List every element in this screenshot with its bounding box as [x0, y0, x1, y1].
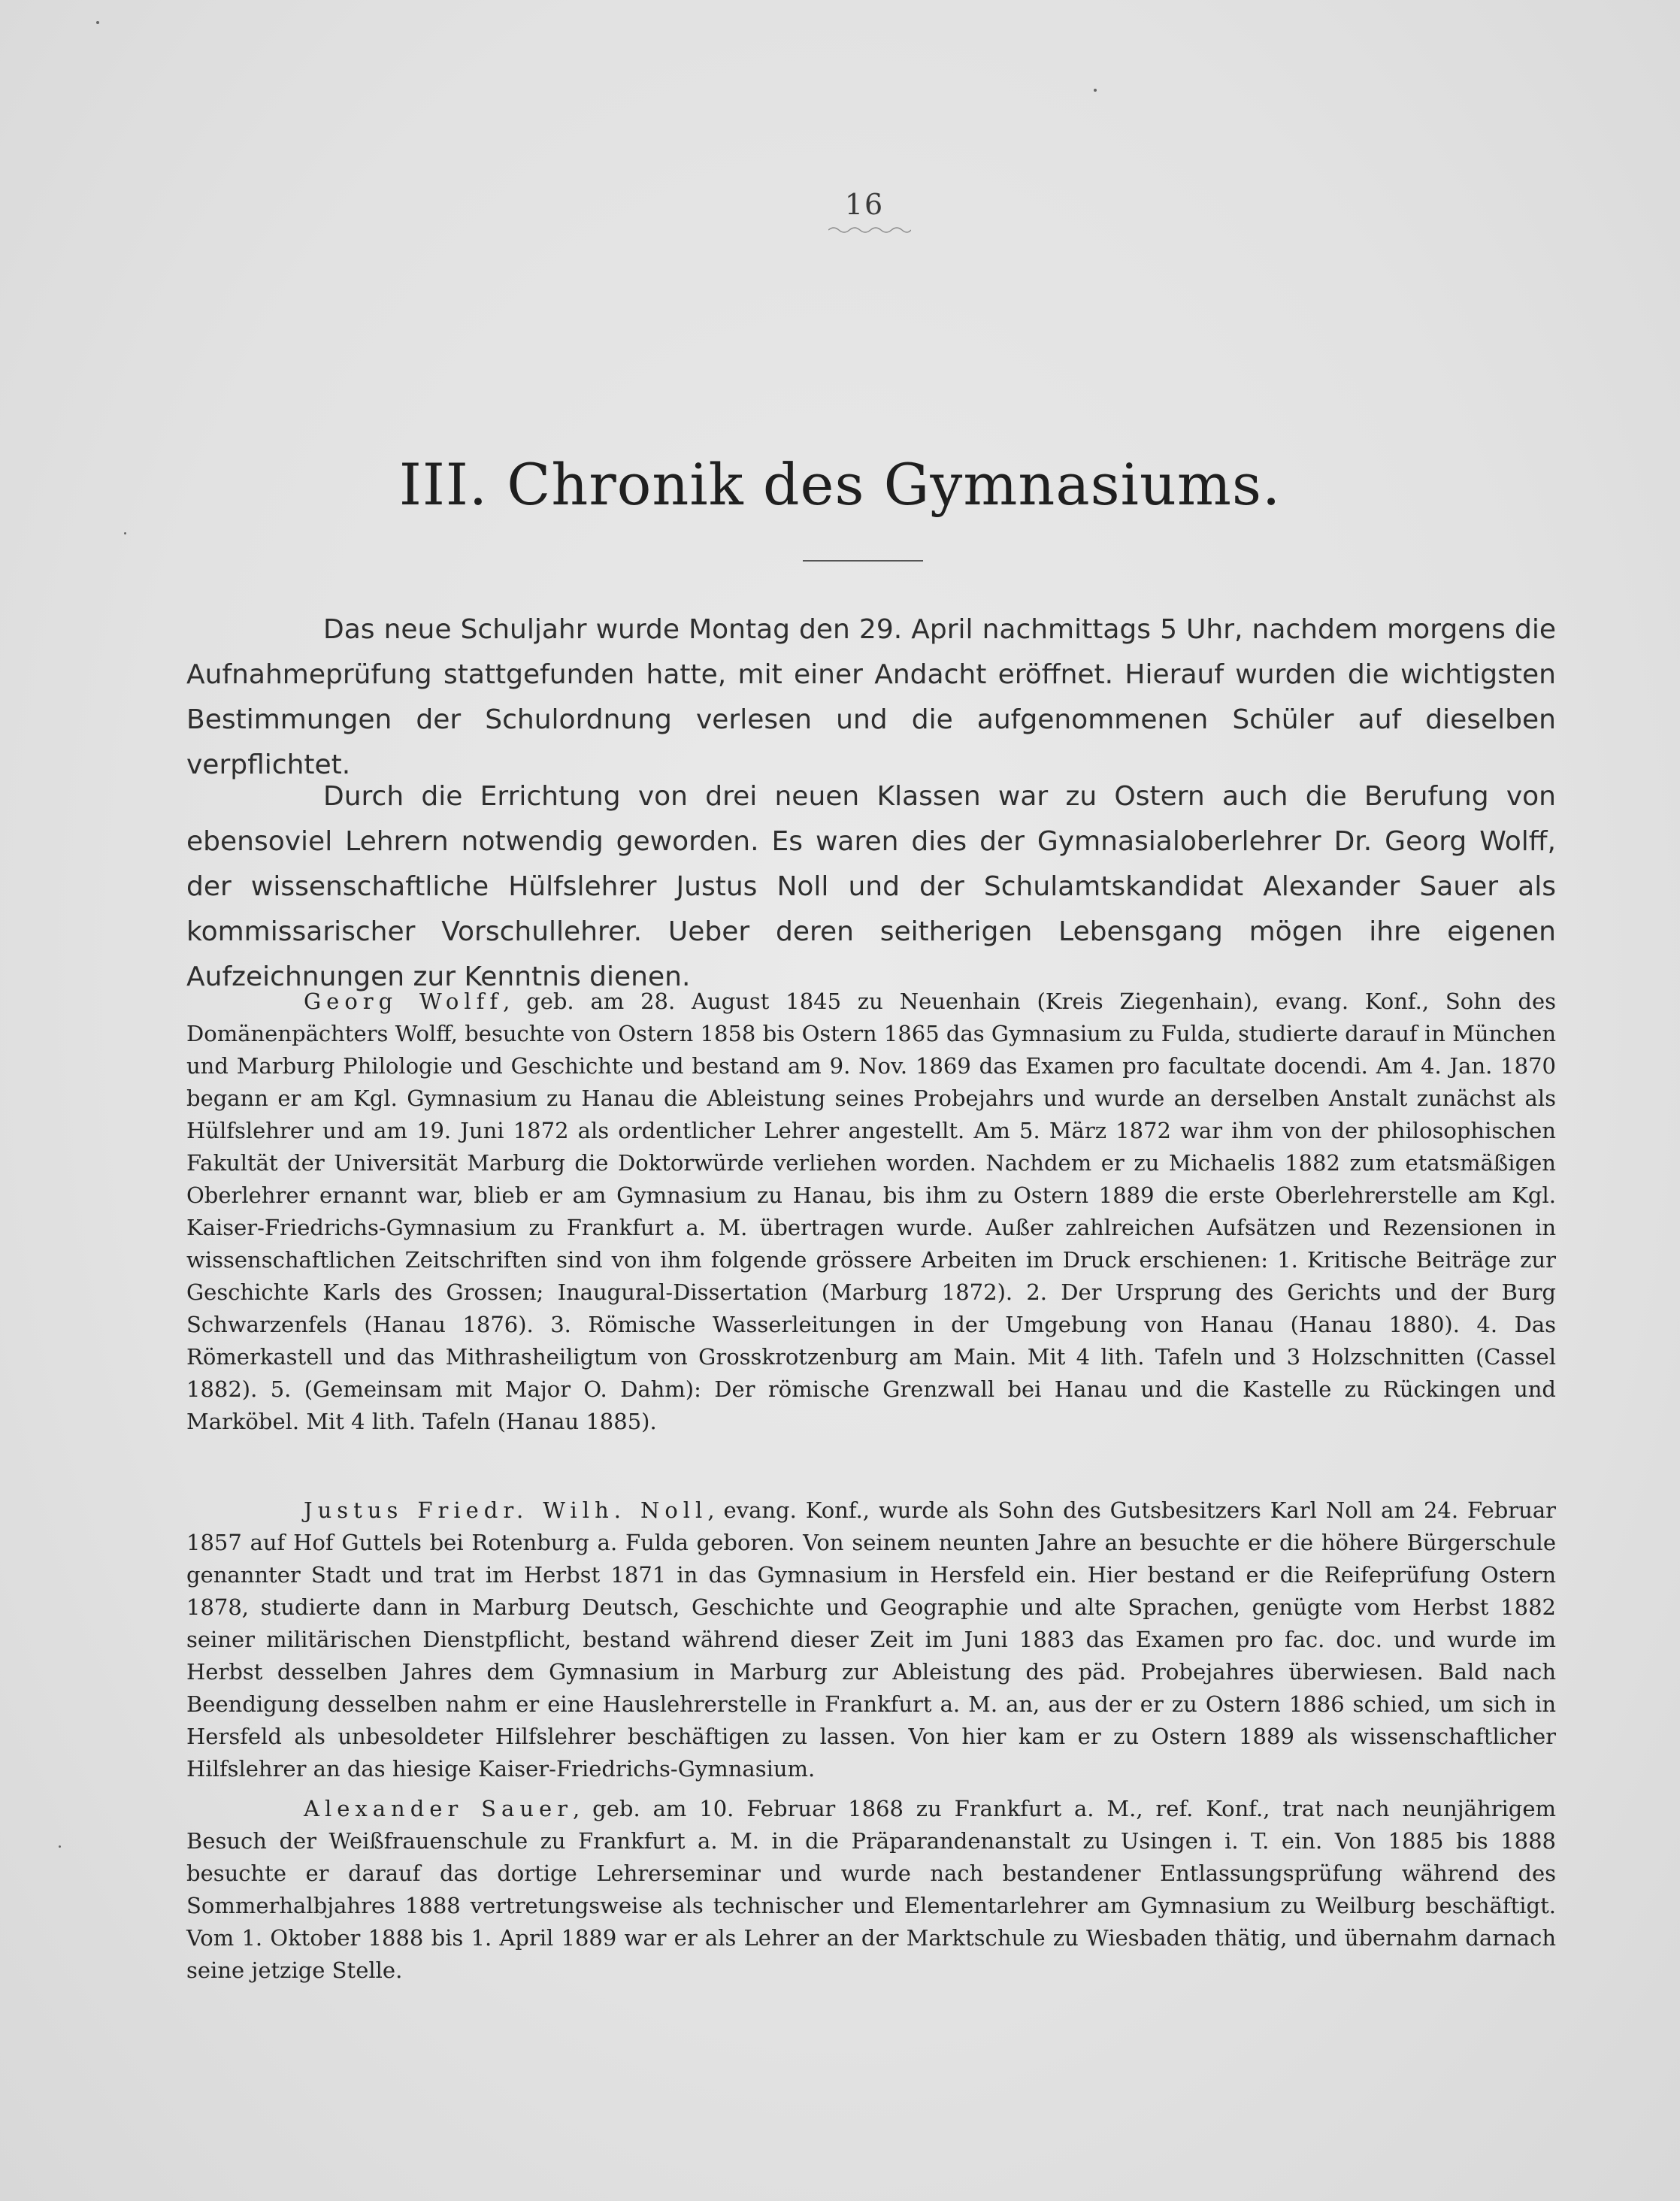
paper-speck — [59, 1845, 61, 1848]
paragraph-opening: Das neue Schuljahr wurde Montag den 29. April nachmittags 5 Uhr, nachdem morgens die Aufnahmeprüfung stattgefunden hatte, mit einer Andacht eröffnet. Hierauf wurden die wichtigsten Bestimmungen der Schulordnung verlesen und die aufgenommenen Schüler auf dieselben verpflichtet. — [186, 614, 1556, 780]
page-number-flourish — [828, 226, 911, 233]
paper-speck — [124, 532, 126, 534]
biography-name: Justus Friedr. Wilh. Noll — [304, 1497, 708, 1523]
biography-noll — [186, 1494, 1556, 1785]
paper-speck — [1094, 89, 1097, 92]
biography-text: , geb. am 10. Februar 1868 zu Frankfurt a. M., ref. Konf., trat nach neunjährigem Besuch der Weißfrauenschule zu Frankfurt a. M. in die Präparandenanstalt zu Usingen i. T. ein. Von 1885 bis 1888 besuchte er darauf das dortige Lehrerseminar und wurde nach bestandener Entlassungsprüfung während des Sommerhalbjahres 1888 vertretungsweise als technischer und Elementarlehrer am Gymnasium zu Weilburg beschäftigt. Vom 1. Oktober 1888 bis 1. April 1889 war er als Lehrer an der Marktschule zu Wiesbaden thätig, und übernahm darnach seine jetzige Stelle. — [186, 1796, 1556, 1983]
biography-wolff — [186, 985, 1556, 1438]
biography-sauer — [186, 1793, 1556, 1987]
page-number: 16 — [844, 188, 885, 221]
biography-text: , evang. Konf., wurde als Sohn des Gutsbesitzers Karl Noll am 24. Februar 1857 auf Hof Guttels bei Rotenburg a. Fulda geboren. Von seinem neunten Jahre an besuchte er die höhere Bürgerschule genannter Stadt und trat im Herbst 1871 in das Gymnasium in Hersfeld ein. Hier bestand er die Reifeprüfung Ostern 1878, studierte dann in Marburg Deutsch, Geschichte und Geographie und alte Sprachen, genügte vom Herbst 1882 seiner militärischen Dienstpflicht, bestand während dieser Zeit im Juni 1883 das Examen pro fac. doc. und wurde im Herbst desselben Jahres dem Gymnasium in Marburg zur Ableistung des päd. Probejahres überwiesen. Bald nach Beendigung desselben nahm er eine Hauslehrerstelle in Frankfurt a. M. an, aus der er zu Ostern 1886 schied, um sich in Hersfeld als unbesoldeter Hilfslehrer beschäftigen zu lassen. Von hier kam er zu Ostern 1889 als wissenschaftlicher Hilfslehrer an das hiesige Kaiser-Friedrichs-Gymnasium. — [186, 1497, 1557, 1782]
paragraph-new-teachers: Durch die Errichtung von drei neuen Klassen war zu Ostern auch die Berufung von ebensoviel Lehrern notwendig geworden. Es waren dies der Gymnasialoberlehrer Dr. Georg Wolff, der wissenschaftliche Hülfslehrer Justus Noll und der Schulamtskandidat Alexander Sauer als kommissarischer Vorschullehrer. Ueber deren seitherigen Lebensgang mögen ihre eigenen Aufzeichnungen zur Kenntnis dienen. — [186, 781, 1556, 992]
chapter-title: III. Chronik des Gymnasiums. — [398, 451, 1282, 518]
paper-speck — [96, 21, 99, 24]
biography-name: Alexander Sauer — [304, 1796, 574, 1821]
biography-text: , geb. am 28. August 1845 zu Neuenhain (Kreis Ziegenhain), evang. Konf., Sohn des Domänenpächters Wolff, besuchte von Ostern 1858 bis Ostern 1865 das Gymnasium zu Fulda, studierte darauf in München und Marburg Philologie und Geschichte und bestand am 9. Nov. 1869 das Examen pro facultate docendi. Am 4. Jan. 1870 begann er am Kgl. Gymnasium zu Hanau die Ableistung seines Probejahrs und wurde an derselben Anstalt zunächst als Hülfslehrer und am 19. Juni 1872 als ordentlicher Lehrer angestellt. Am 5. März 1872 war ihm von der philosophischen Fakultät der Universität Marburg die Doktorwürde verliehen worden. Nachdem er zu Michaelis 1882 zum etatsmäßigen Oberlehrer ernannt war, blieb er am Gymnasium zu Hanau, bis ihm zu Ostern 1889 die erste Oberlehrerstelle am Kgl. Kaiser-Friedrichs-Gymnasium zu Frankfurt a. M. übertragen wurde. Außer zahlreichen Aufsätzen und Rezensionen in wissenschaftlichen Zeitschriften sind von ihm folgende grössere Arbeiten im Druck erschienen: 1. Kritische Beiträge zur Geschichte Karls des Grossen; Inaugural-Dissertation (Marburg 1872). 2. Der Ursprung des Gerichts und der Burg Schwarzenfels (Hanau 1876). 3. Römische Wasserleitungen in der Umgebung von Hanau (Hanau 1880). 4. Das Römerkastell und das Mithrasheiligtum von Grosskrotzenburg am Main. Mit 4 lith. Tafeln und 3 Holzschnitten (Cassel 1882). 5. (Gemeinsam mit Major O. Dahm): Der römische Grenzwall bei Hanau und die Kastelle zu Rückingen und Marköbel. Mit 4 lith. Tafeln (Hanau 1885). — [186, 988, 1556, 1434]
title-divider — [803, 560, 923, 562]
biography-name: Georg Wolff — [304, 988, 504, 1014]
